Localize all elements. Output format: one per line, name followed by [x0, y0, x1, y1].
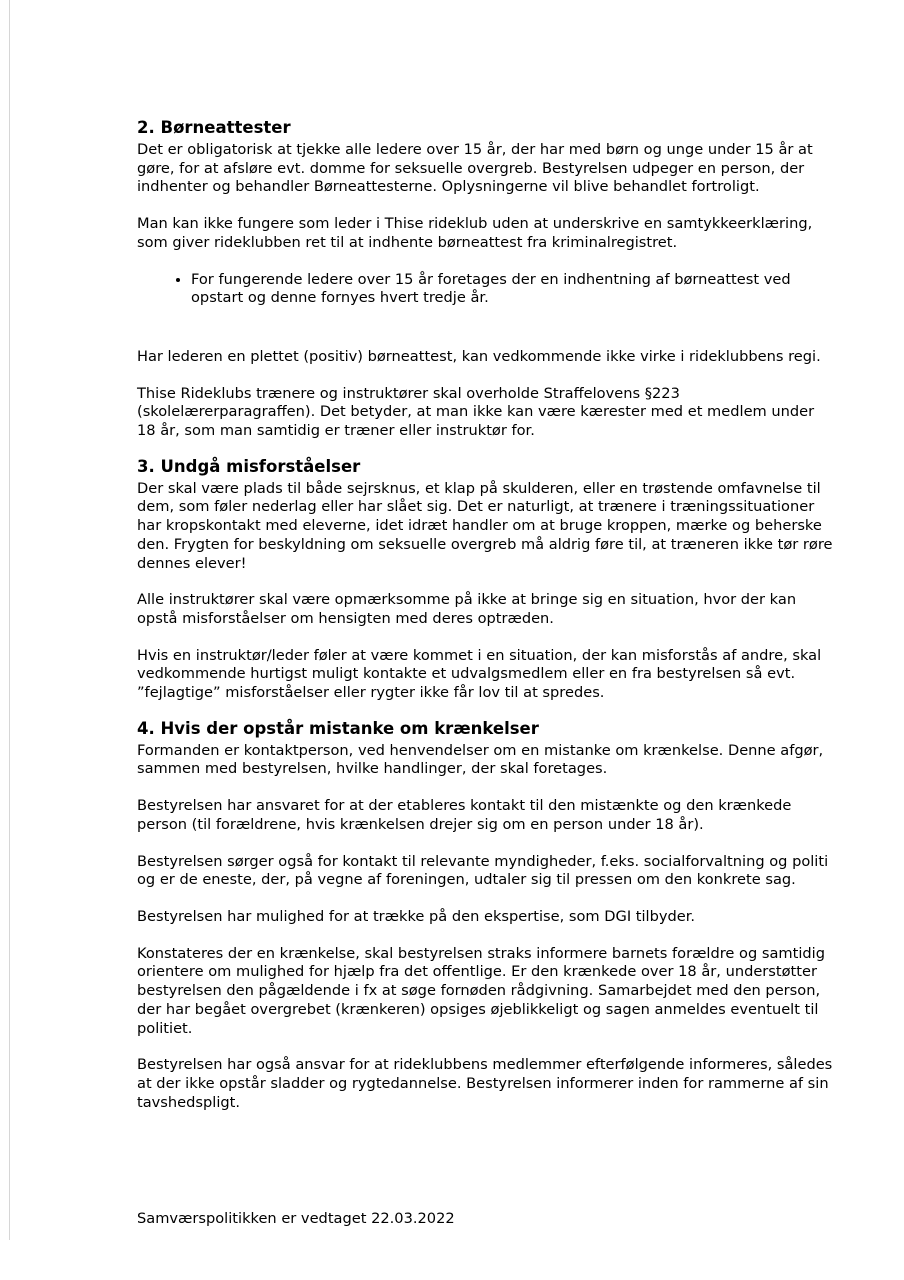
paragraph: Thise Rideklubs trænere og instruktører skal overholde Straffelovens §223 (skolelærerparagraffen). Det betyder, at man ikke kan være kærester med et medlem under 18 år, som man samtidig er træner eller instruktør for.: [137, 384, 815, 440]
paragraph: Har lederen en plettet (positiv) børneattest, kan vedkommende ikke virke i rideklubbens regi.: [137, 347, 821, 365]
paragraph: Det er obligatorisk at tjekke alle ledere over 15 år, der har med børn og unge under 15 år at gøre, for at afsløre evt. domme for seksuelle overgreb. Bestyrelsen udpeger en person, der indhenter og behandler Børneattesterne. Oplysningerne vil blive behandlet fortroligt.: [137, 141, 813, 196]
paragraph: Bestyrelsen har også ansvar for at rideklubbens medlemmer efterfølgende informeres, således at der ikke opstår sladder og rygtedannelse. Bestyrelsen informerer inden for rammerne af sin tavshedspligt.: [137, 1056, 833, 1111]
paragraph: Formanden er kontaktperson, ved henvendelser om en mistanke om krænkelse. Denne afgør, sammen med bestyrelsen, hvilke handlinger, der skal foretages.: [137, 741, 824, 778]
document-page: [137, 117, 837, 1130]
section-heading: 4. Hvis der opstår mistanke om krænkelser: [137, 718, 539, 738]
section-mistanke: [137, 718, 837, 1113]
paragraph: Hvis en instruktør/leder føler at være kommet i en situation, der kan misforstås af andre, skal vedkommende hurtigst muligt kontakte et udvalgsmedlem eller en fra bestyrelsen så evt. ”fejlagtige” misforståelser eller rygter ikke får lov til at spredes.: [137, 646, 822, 702]
footer-adoption-date: Samværspolitikken er vedtaget 22.03.2022: [137, 1210, 455, 1227]
bullet-item: • For fungerende ledere over 15 år foretages der en indhentning af børneattest ved opstart og denne fornyes hvert tredje år.: [191, 271, 837, 308]
paragraph: Bestyrelsen sørger også for kontakt til relevante myndigheder, f.eks. socialforvaltning og politi og er de eneste, der, på vegne af foreningen, udtaler sig til pressen om den konkrete sag.: [137, 852, 829, 889]
section-heading: 2. Børneattester: [137, 118, 291, 137]
paragraph: Der skal være plads til både sejrsknus, et klap på skulderen, eller en trøstende omfavnelse til dem, som føler nederlag eller har slået sig. Det er naturligt, at trænere i træningssituationer har kropskontakt med eleverne, idet idræt handler om at bruge kroppen, mærke og beherske den. Frygten for beskyldning om seksuelle overgreb må aldrig føre til, at træneren ikke tør røre dennes elever!: [137, 479, 833, 572]
paragraph: Man kan ikke fungere som leder i Thise rideklub uden at underskrive en samtykkeerklæring, som giver rideklubben ret til at indhente børneattest fra kriminalregistret.: [137, 215, 813, 251]
paragraph: Bestyrelsen har mulighed for at trække på den ekspertise, som DGI tilbyder.: [137, 907, 696, 925]
paragraph: Bestyrelsen har ansvaret for at der etableres kontakt til den mistænkte og den krænkede person (til forældrene, hvis krænkelsen drejer sig om en person under 18 år).: [137, 797, 792, 833]
section-misforstaaelser: [137, 456, 837, 703]
section-heading: 3. Undgå misforståelser: [137, 456, 361, 476]
paragraph: Konstateres der en krænkelse, skal bestyrelsen straks informere barnets forældre og samtidig orientere om mulighed for hjælp fra det offentlige. Er den krænkede over 18 år, understøtter bestyrelsen den pågældende i fx at søge fornøden rådgivning. Samarbejdet med den person, der har begået overgrebet (krænkeren) opsiges øjeblikkeligt og sagen anmeldes eventuelt til politiet.: [137, 944, 825, 1037]
page-edge-rule: [9, 0, 10, 1240]
section-borneattester: [137, 117, 837, 441]
bullet-list: [137, 271, 837, 308]
paragraph: Alle instruktører skal være opmærksomme på ikke at bringe sig en situation, hvor der kan opstå misforståelser om hensigten med deres optræden.: [137, 591, 797, 627]
